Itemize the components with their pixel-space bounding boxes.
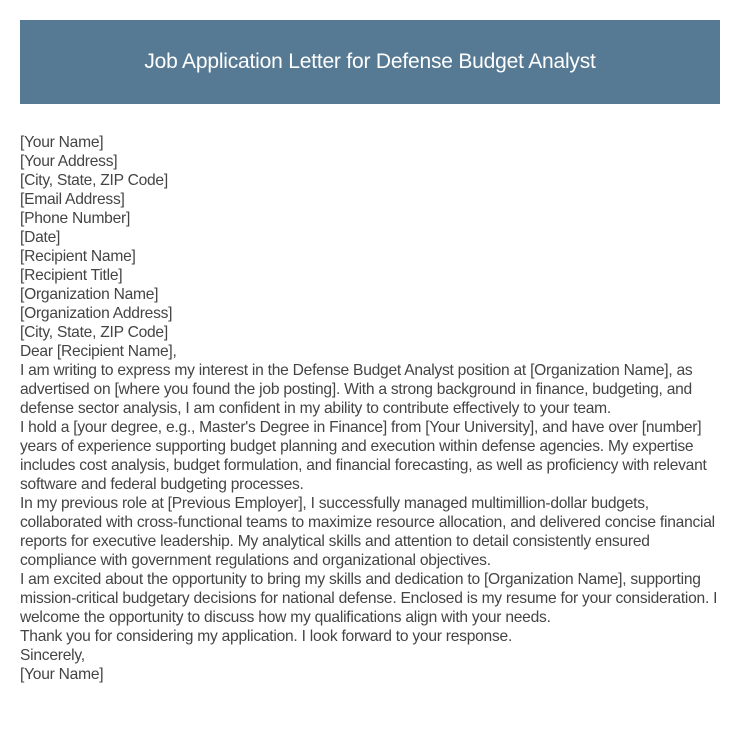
closing: Sincerely,: [20, 647, 85, 664]
paragraph-education: I hold a [your degree, e.g., Master's Degree in Finance] from [Your University], and have over [number] years of experience supporting budget planning and execution within defense agencies. My expertise includes cost analysis, budget formulation, and financial forecasting, as well as proficiency with relevant software and federal budgeting processes.: [20, 419, 707, 493]
paragraph-experience: In my previous role at [Previous Employer], I successfully managed multimillion-dollar budgets, collaborated with cross-functional teams to maximize resource allocation, and delivered concise financial reports for executive leadership. My analytical skills and attention to detail consistently ensured compliance with government regulations and organizational objectives.: [20, 495, 715, 569]
page-title: Job Application Letter for Defense Budget Analyst: [144, 50, 596, 73]
signature: [Your Name]: [20, 666, 104, 683]
sender-name: [Your Name]: [20, 134, 104, 151]
sender-city-state-zip: [City, State, ZIP Code]: [20, 172, 168, 189]
recipient-organization: [Organization Name]: [20, 286, 159, 303]
recipient-name: [Recipient Name]: [20, 248, 136, 265]
recipient-title: [Recipient Title]: [20, 267, 123, 284]
sender-email: [Email Address]: [20, 191, 125, 208]
letter-date: [Date]: [20, 229, 61, 246]
letter-title-banner: [20, 20, 720, 104]
recipient-organization-address: [Organization Address]: [20, 305, 173, 322]
paragraph-motivation: I am excited about the opportunity to bring my skills and dedication to [Organization Name], supporting mission-critical budgetary decisions for national defense. Enclosed is my resume for your consideration. I welcome the opportunity to discuss how my qualifications align with your needs.: [20, 571, 718, 626]
salutation: Dear [Recipient Name],: [20, 343, 177, 360]
letter-body: [20, 133, 725, 684]
sender-phone: [Phone Number]: [20, 210, 131, 227]
paragraph-thanks: Thank you for considering my application. I look forward to your response.: [20, 628, 513, 645]
paragraph-intro: I am writing to express my interest in the Defense Budget Analyst position at [Organization Name], as advertised on [where you found the job posting]. With a strong background in finance, budgeting, and defense sector analysis, I am confident in my ability to contribute effectively to your team.: [20, 362, 693, 417]
recipient-city-state-zip: [City, State, ZIP Code]: [20, 324, 168, 341]
sender-address: [Your Address]: [20, 153, 118, 170]
